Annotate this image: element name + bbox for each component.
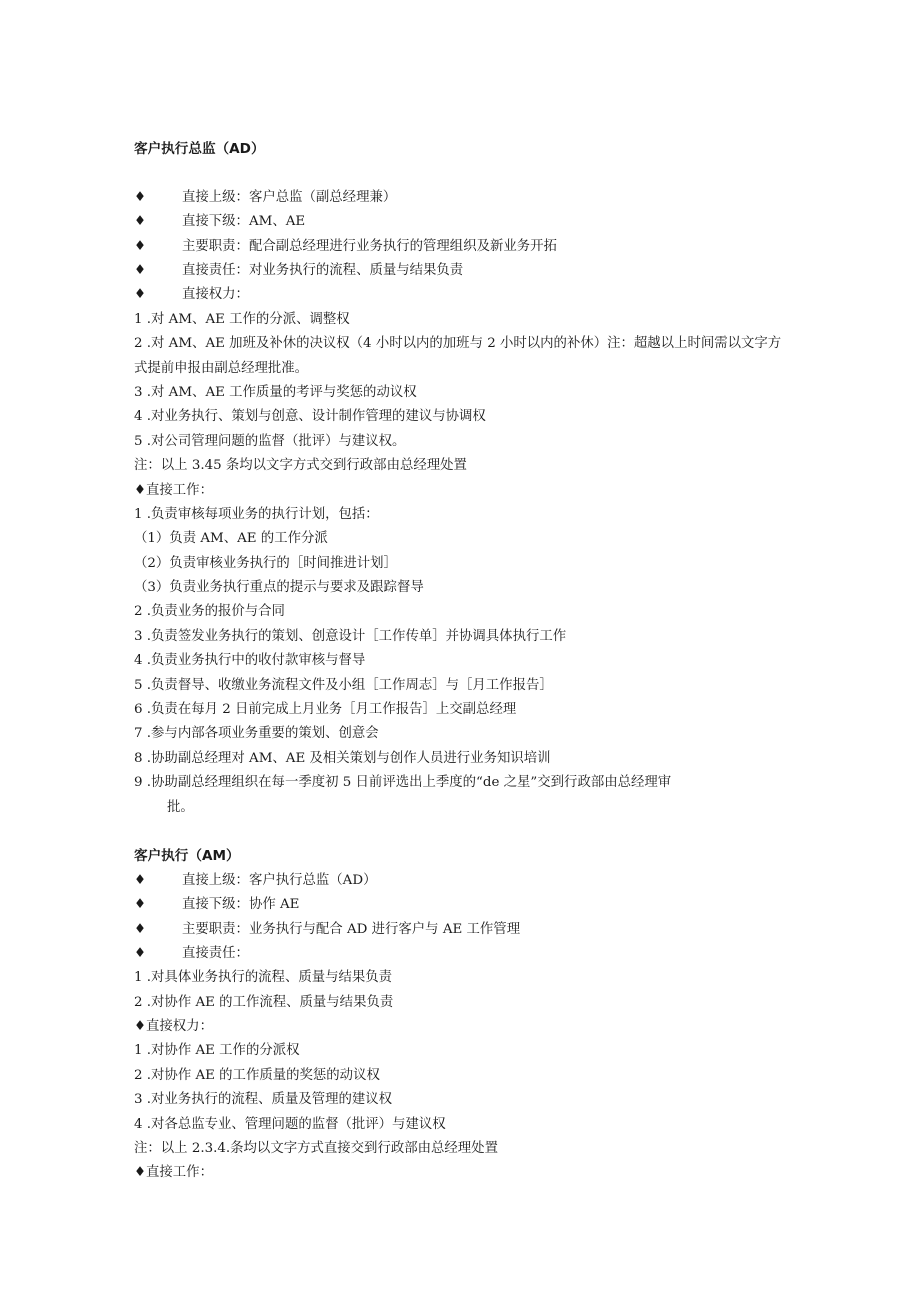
diamond-bullet-icon: ♦ (134, 287, 147, 303)
bullet-text: 直接责任： (182, 945, 249, 961)
work-item-continuation: 批。 (167, 799, 194, 815)
bullet-text: 直接权力： (182, 287, 249, 303)
power-item: 2 .对 AM、AE 加班及补休的决议权（4 小时以内的加班与 2 小时以内的补休）注：超越以上时间需以文字方式提前申报由副总经理批准。 (134, 336, 782, 376)
power-item: 3 .对 AM、AE 工作质量的考评与奖惩的动议权 (134, 384, 417, 400)
work-item: 1 .负责审核每项业务的执行计划，包括： (134, 506, 379, 522)
bullet-text: 直接上级：客户总监（副总经理兼） (182, 189, 397, 205)
work-item: 8 .协助副总经理对 AM、AE 及相关策划与创作人员进行业务知识培训 (134, 750, 551, 766)
document-content (134, 137, 784, 1186)
spacer (134, 161, 784, 185)
diamond-bullet-icon: ♦ (134, 189, 147, 205)
power-item: 2 .对协作 AE 的工作质量的奖惩的动议权 (134, 1067, 380, 1083)
power-item: 4 .对各总监专业、管理问题的监督（批评）与建议权 (134, 1116, 446, 1132)
bullet-text: 直接责任：对业务执行的流程、质量与结果负责 (182, 262, 464, 278)
diamond-bullet-icon: ♦ (134, 921, 147, 937)
work-item: 9 .协助副总经理组织在每一季度初 5 日前评选出上季度的“de 之星”交到行政部由总经理审 (134, 775, 672, 791)
work-item: 6 .负责在每月 2 日前完成上月业务［月工作报告］上交副总经理 (134, 702, 517, 718)
bullet-item (134, 918, 784, 942)
diamond-bullet-icon: ♦ (134, 214, 147, 230)
power-item: 4 .对业务执行、策划与创意、设计制作管理的建议与协调权 (134, 409, 486, 425)
work-subitem: （2）负责审核业务执行的［时间推进计划］ (134, 555, 397, 571)
section-title-ad: 客户执行总监（AD） (134, 141, 265, 157)
bullet-item (134, 186, 784, 210)
bullet-text: 直接下级：协作 AE (182, 897, 300, 913)
bullet-item (134, 283, 784, 307)
diamond-bullet-icon: ♦ (134, 238, 147, 254)
bullet-text: 直接下级：AM、AE (182, 214, 306, 230)
power-item: 5 .对公司管理问题的监督（批评）与建议权。 (134, 433, 406, 449)
diamond-bullet-icon: ♦ (134, 262, 147, 278)
diamond-bullet-icon: ♦ (134, 872, 147, 888)
bullet-item (134, 869, 784, 893)
diamond-bullet-icon: ♦ (134, 945, 147, 961)
work-item: 5 .负责督导、收缴业务流程文件及小组［工作周志］与［月工作报告］ (134, 677, 553, 693)
work-item: 4 .负责业务执行中的收付款审核与督导 (134, 653, 366, 669)
powers-note: 注：以上 2.3.4.条均以文字方式直接交到行政部由总经理处置 (134, 1141, 498, 1157)
bullet-item (134, 942, 784, 966)
bullet-text: 直接上级：客户执行总监（AD） (182, 872, 377, 888)
bullet-text: 主要职责：配合副总经理进行业务执行的管理组织及新业务开拓 (182, 238, 557, 254)
work-item: 7 .参与内部各项业务重要的策划、创意会 (134, 726, 379, 742)
work-heading: ♦直接工作： (134, 1165, 213, 1181)
work-heading: ♦直接工作： (134, 482, 213, 498)
power-item: 3 .对业务执行的流程、质量及管理的建议权 (134, 1092, 393, 1108)
powers-heading: ♦直接权力： (134, 1019, 213, 1035)
bullet-item (134, 259, 784, 283)
bullet-item (134, 893, 784, 917)
power-item: 1 .对协作 AE 工作的分派权 (134, 1043, 300, 1059)
work-item: 3 .负责签发业务执行的策划、创意设计［工作传单］并协调具体执行工作 (134, 628, 567, 644)
duty-item: 1 .对具体业务执行的流程、质量与结果负责 (134, 970, 393, 986)
section-title-am: 客户执行（AM） (134, 848, 240, 865)
bullet-text: 主要职责：业务执行与配合 AD 进行客户与 AE 工作管理 (182, 921, 521, 937)
diamond-bullet-icon: ♦ (134, 897, 147, 913)
bullet-item (134, 210, 784, 234)
work-subitem: （1）负责 AM、AE 的工作分派 (134, 531, 328, 547)
work-item: 2 .负责业务的报价与合同 (134, 604, 285, 620)
spacer (134, 820, 784, 844)
powers-note: 注：以上 3.45 条均以文字方式交到行政部由总经理处置 (134, 458, 467, 474)
work-subitem: （3）负责业务执行重点的提示与要求及跟踪督导 (134, 580, 424, 596)
bullet-item (134, 235, 784, 259)
power-item: 1 .对 AM、AE 工作的分派、调整权 (134, 311, 350, 327)
duty-item: 2 .对协作 AE 的工作流程、质量与结果负责 (134, 994, 394, 1010)
